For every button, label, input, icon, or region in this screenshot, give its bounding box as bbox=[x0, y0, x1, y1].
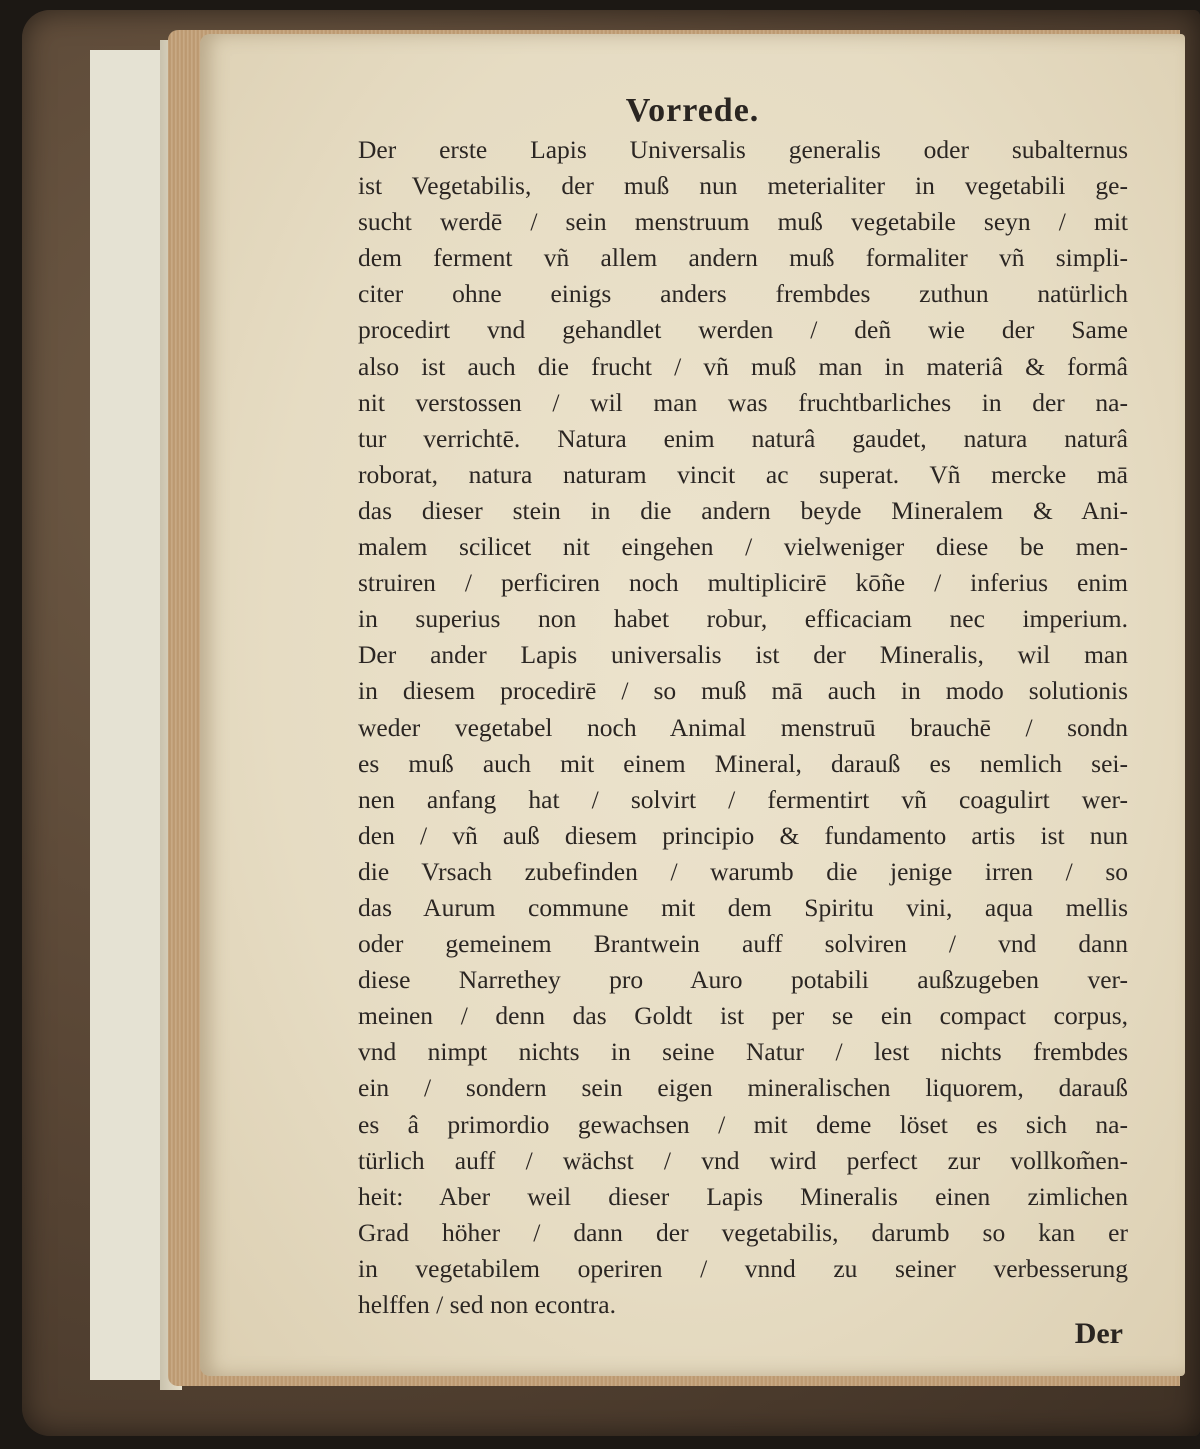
text-line: citer ohne einigs anders frembdes zuthun natürlich bbox=[358, 279, 1128, 309]
text-line: den / vñ auß diesem principio & fundamento artis ist nun bbox=[358, 820, 1128, 850]
text-line: türlich auff / wächst / vnd wird perfect zur vollkom̃en- bbox=[358, 1145, 1128, 1175]
text-line: das Aurum commune mit dem Spiritu vini, aqua mellis bbox=[358, 892, 1128, 922]
text-line: es â primordio gewachsen / mit deme löset es sich na- bbox=[358, 1109, 1128, 1139]
text-line: es muß auch mit einem Mineral, darauß es nemlich sei- bbox=[358, 748, 1128, 778]
text-line: Der erste Lapis Universalis generalis oder subalternus bbox=[358, 135, 1128, 164]
endpaper-edge bbox=[90, 50, 170, 1380]
text-line: roborat, natura naturam vincit ac superat. Vñ mercke mā bbox=[358, 459, 1128, 489]
text-line: nit verstossen / wil man was fruchtbarliches in der na- bbox=[358, 387, 1128, 417]
text-line: in vegetabilem operiren / vnnd zu seiner verbesserung bbox=[358, 1253, 1128, 1283]
text-line: diese Narrethey pro Auro potabili außzugeben ver- bbox=[358, 965, 1128, 995]
text-line: Grad höher / dann der vegetabilis, darumb so kan er bbox=[358, 1217, 1128, 1247]
text-line: vnd nimpt nichts in seine Natur / lest nichts frembdes bbox=[358, 1037, 1128, 1067]
text-line: malem scilicet nit eingehen / vielweniger diese be men- bbox=[358, 532, 1128, 562]
text-line: in superius non habet robur, efficaciam nec imperium. bbox=[358, 604, 1128, 634]
text-line: also ist auch die frucht / vñ muß man in materiâ & formâ bbox=[358, 351, 1128, 381]
text-block bbox=[358, 132, 1128, 1323]
catchword: Der bbox=[1074, 1317, 1123, 1350]
text-line: procedirt vnd gehandlet werden / deñ wie der Same bbox=[358, 315, 1128, 345]
book-page bbox=[200, 34, 1185, 1376]
text-line: nen anfang hat / solvirt / fermentirt vñ coagulirt wer- bbox=[358, 784, 1128, 814]
text-line: sucht werdē / sein menstruum muß vegetabile seyn / mit bbox=[358, 207, 1128, 237]
text-line: weder vegetabel noch Animal menstruū brauchē / sondn bbox=[358, 712, 1128, 742]
text-line: dem ferment vñ allem andern muß formaliter vñ simpli- bbox=[358, 243, 1128, 273]
text-line: das dieser stein in die andern beyde Mineralem & Ani- bbox=[358, 495, 1128, 525]
text-line: helffen / sed non econtra. bbox=[358, 1290, 616, 1319]
text-line: meinen / denn das Goldt ist per se ein compact corpus, bbox=[358, 1001, 1128, 1031]
text-line: tur verrichtē. Natura enim naturâ gaudet, natura naturâ bbox=[358, 423, 1128, 453]
text-line: Der ander Lapis universalis ist der Mineralis, wil man bbox=[358, 640, 1128, 670]
text-line: ein / sondern sein eigen mineralischen liquorem, darauß bbox=[358, 1073, 1128, 1103]
text-line: die Vrsach zubefinden / warumb die jenige irren / so bbox=[358, 856, 1128, 886]
text-line: heit: Aber weil dieser Lapis Mineralis einen zimlichen bbox=[358, 1181, 1128, 1211]
text-line: in diesem procedirē / so muß mā auch in modo solutionis bbox=[358, 676, 1128, 706]
text-line: struiren / perficiren noch multiplicirē kōñe / inferius enim bbox=[358, 568, 1128, 598]
text-line: ist Vegetabilis, der muß nun meterialiter in vegetabili ge- bbox=[358, 171, 1128, 201]
text-line: oder gemeinem Brantwein auff solviren / vnd dann bbox=[358, 929, 1128, 959]
running-head: Vorrede. bbox=[625, 92, 760, 129]
